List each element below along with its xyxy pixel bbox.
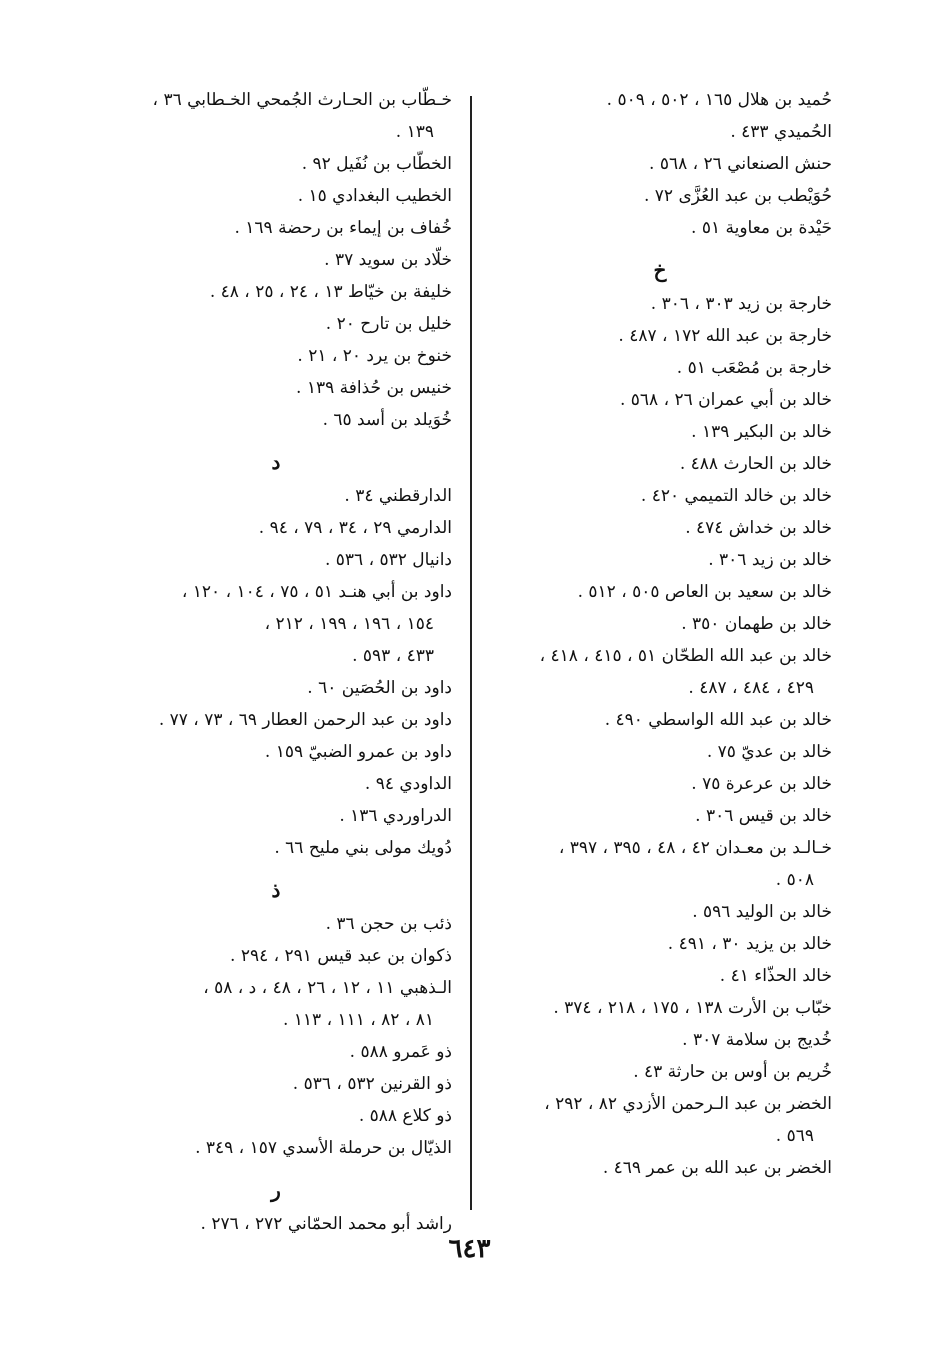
index-entry: حُميد بن هلال ١٦٥ ، ٥٠٢ ، ٥٠٩ . bbox=[606, 90, 832, 110]
index-entry: الدراوردي ١٣٦ . bbox=[339, 806, 452, 826]
index-entry: ١٥٤ ، ١٩٦ ، ١٩٩ ، ٢١٢ ، bbox=[264, 614, 434, 634]
index-entry: خليل بن تارح ٢٠ . bbox=[325, 314, 452, 334]
entry-group-kha bbox=[488, 288, 832, 1184]
index-entry: الخطيب البغدادي ١٥ . bbox=[297, 186, 452, 206]
index-entry: الحُميدي ٤٣٣ . bbox=[730, 122, 832, 142]
index-entry: راشد أبو محمد الحمّاني ٢٧٢ ، ٢٧٦ . bbox=[200, 1214, 452, 1234]
index-entry: الخضر بن عبد الـرحمن الأزدي ٨٢ ، ٢٩٢ ، bbox=[544, 1094, 832, 1114]
index-entry: الخضر بن عبد الله بن عمر ٤٦٩ . bbox=[602, 1158, 832, 1178]
section-letter-dhal: ذ bbox=[271, 878, 281, 902]
section-letter-kha: خ bbox=[653, 258, 667, 282]
index-entry: حُوَيْطب بن عبد العُزَّى ٧٢ . bbox=[643, 186, 832, 206]
index-entry: خالد الحذّاء ٤١ . bbox=[719, 966, 832, 986]
index-entry: الذيّال بن حرملة الأسدي ١٥٧ ، ٣٤٩ . bbox=[195, 1138, 452, 1158]
index-entry: خنوخ بن يرد ٢٠ ، ٢١ . bbox=[297, 346, 452, 366]
index-entry: ٨١ ، ٨٢ ، ١١١ ، ١١٣ . bbox=[282, 1010, 434, 1030]
index-entry: خالد بن الوليد ٥٩٦ . bbox=[692, 902, 832, 922]
index-column-right bbox=[488, 84, 832, 1184]
index-entry: ٥٦٩ . bbox=[775, 1126, 814, 1146]
index-entry: خُريم بن أوس بن حارثة ٤٣ . bbox=[633, 1062, 832, 1082]
index-entry: خالد بن عديّ ٧٥ . bbox=[706, 742, 832, 762]
index-entry: خالد بن عرعرة ٧٥ . bbox=[691, 774, 832, 794]
column-divider bbox=[470, 96, 472, 1210]
index-entry: داود بن عمرو الضبيّ ١٥٩ . bbox=[264, 742, 452, 762]
index-entry: ٤٢٩ ، ٤٨٤ ، ٤٨٧ . bbox=[688, 678, 814, 698]
page-number: ٦٤٣ bbox=[448, 1234, 491, 1264]
index-entry: خلّاد بن سويد ٣٧ . bbox=[324, 250, 452, 270]
index-entry: خارجة بن زيد ٣٠٣ ، ٣٠٦ . bbox=[650, 294, 832, 314]
index-entry: خالد بن البكير ١٣٩ . bbox=[691, 422, 832, 442]
index-entry: ذكوان بن عبد قيس ٢٩١ ، ٢٩٤ . bbox=[230, 946, 452, 966]
index-entry: داود بن عبد الرحمن العطار ٦٩ ، ٧٣ ، ٧٧ . bbox=[158, 710, 452, 730]
index-entry: خُديج بن سلامة ٣٠٧ . bbox=[682, 1030, 832, 1050]
index-entry: ذو كلاع ٥٨٨ . bbox=[358, 1106, 452, 1126]
index-entry: خليفة بن خيّاط ١٣ ، ٢٤ ، ٢٥ ، ٤٨ . bbox=[209, 282, 452, 302]
index-entry: خبّاب بن الأرت ١٣٨ ، ١٧٥ ، ٢١٨ ، ٣٧٤ . bbox=[553, 998, 832, 1018]
index-entry: خالد بن زيد ٣٠٦ . bbox=[708, 550, 832, 570]
index-entry: ذو القرنين ٥٣٢ ، ٥٣٦ . bbox=[292, 1074, 452, 1094]
index-entry: خالد بن سعيد بن العاص ٥٠٥ ، ٥١٢ . bbox=[577, 582, 832, 602]
index-entry: دانيال ٥٣٢ ، ٥٣٦ . bbox=[324, 550, 452, 570]
index-entry: الخطّاب بن نُفَيل ٩٢ . bbox=[301, 154, 452, 174]
index-entry: خُفاف بن إيماء بن رحضة ١٦٩ . bbox=[234, 218, 452, 238]
index-entry: ٥٠٨ . bbox=[775, 870, 814, 890]
entry-group-ha bbox=[488, 84, 832, 244]
index-entry: ٤٣٣ ، ٥٩٣ . bbox=[352, 646, 434, 666]
index-entry: خارجة بن مُصْعَب ٥١ . bbox=[676, 358, 832, 378]
index-entry: ذئب بن حجن ٣٦ . bbox=[325, 914, 452, 934]
index-entry: خنيس بن حُذافة ١٣٩ . bbox=[296, 378, 452, 398]
index-entry: خالد بن قيس ٣٠٦ . bbox=[695, 806, 832, 826]
index-entry: خالد بن يزيد ٣٠ ، ٤٩١ . bbox=[667, 934, 832, 954]
index-entry: خالد بن خداش ٤٧٤ . bbox=[685, 518, 832, 538]
index-entry: خالد بن الحارث ٤٨٨ . bbox=[679, 454, 832, 474]
index-entry: خـطّاب بن الحـارث الجُمحي الخـطابي ٣٦ ، bbox=[152, 90, 452, 110]
index-entry: داود بن الحُصَين ٦٠ . bbox=[307, 678, 452, 698]
entry-group-dhal bbox=[100, 908, 452, 1164]
index-entry: الداودي ٩٤ . bbox=[364, 774, 452, 794]
section-letter-ra: ر bbox=[271, 1178, 281, 1202]
index-entry: خالد بن عبد الله الواسطي ٤٩٠ . bbox=[604, 710, 832, 730]
index-entry: خالد بن خالد التميمي ٤٢٠ . bbox=[640, 486, 832, 506]
index-entry: خـالـد بن معـدان ٤٢ ، ٤٨ ، ٣٩٥ ، ٣٩٧ ، bbox=[558, 838, 832, 858]
index-entry: دُويك مولى بني مليح ٦٦ . bbox=[274, 838, 452, 858]
index-entry: خالد بن أبي عمران ٢٦ ، ٥٦٨ . bbox=[619, 390, 832, 410]
index-entry: داود بن أبي هنـد ٥١ ، ٧٥ ، ١٠٤ ، ١٢٠ ، bbox=[181, 582, 452, 602]
index-entry: الدارمي ٢٩ ، ٣٤ ، ٧٩ ، ٩٤ . bbox=[258, 518, 452, 538]
index-entry: خارجة بن عبد الله ١٧٢ ، ٤٨٧ . bbox=[618, 326, 832, 346]
index-entry: الـذهبي ١١ ، ١٢ ، ٢٦ ، ٤٨ ، د ، ٥٨ ، bbox=[203, 978, 452, 998]
index-entry: خالد بن طهمان ٣٥٠ . bbox=[681, 614, 832, 634]
entry-group-dal bbox=[100, 480, 452, 864]
index-entry: خالد بن عبد الله الطحّان ٥١ ، ٤١٥ ، ٤١٨ ، bbox=[539, 646, 832, 666]
entry-group-kha-continued bbox=[100, 84, 452, 436]
section-letter-dal: د bbox=[271, 450, 281, 474]
index-entry: ١٣٩ . bbox=[395, 122, 434, 142]
index-entry: خُوَيلد بن أسد ٦٥ . bbox=[322, 410, 452, 430]
index-entry: ذو عَمرو ٥٨٨ . bbox=[349, 1042, 452, 1062]
index-entry: حَيْدة بن معاوية ٥١ . bbox=[691, 218, 832, 238]
index-column-left bbox=[100, 84, 452, 1240]
index-entry: حنش الصنعاني ٢٦ ، ٥٦٨ . bbox=[649, 154, 832, 174]
index-entry: الدارقطني ٣٤ . bbox=[344, 486, 452, 506]
